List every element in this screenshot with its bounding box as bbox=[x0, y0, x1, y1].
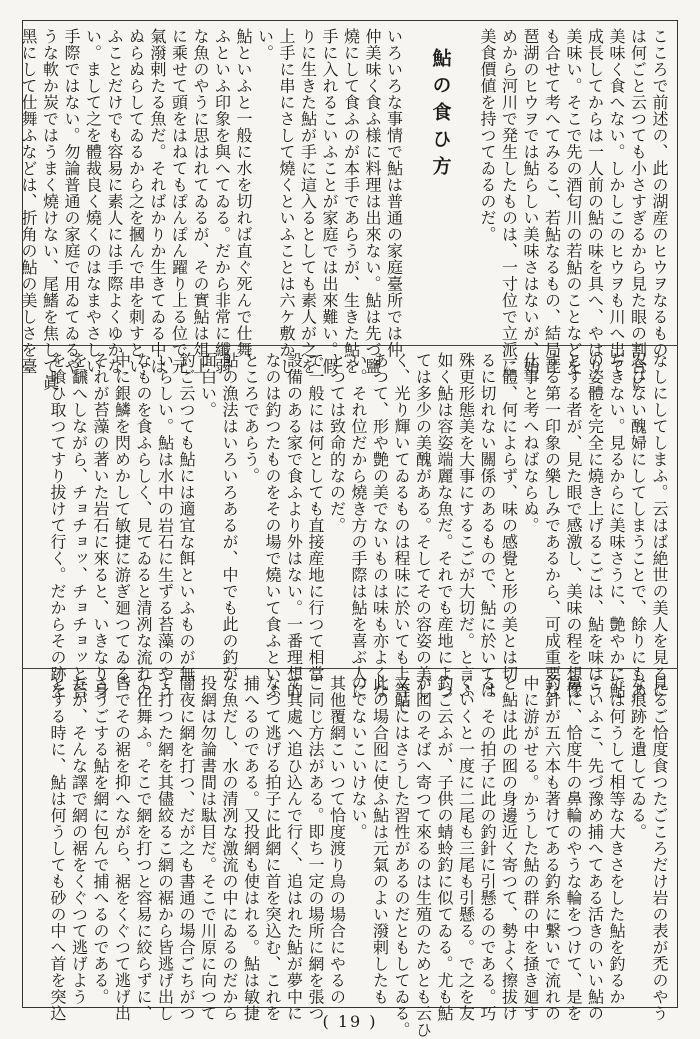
text-column: な痕跡を遺してゐる。 bbox=[628, 675, 648, 840]
text-column: 黑にして仕舞ふなどは、折角の鮎の美しさを臺 bbox=[19, 28, 38, 375]
text-column: 皆でその裾を抑へながら、裾をくぐつて逃げ出 bbox=[112, 675, 132, 1022]
text-column: 釣ご云つても鮎には適宜な餌といふものが無 bbox=[177, 352, 196, 682]
text-column: 琶湖のヒウヲでは鮎らしい美味さはないが、始 bbox=[521, 28, 540, 375]
text-column: くいくと一度に二尾も三尾も引懸る。で之を友 bbox=[456, 675, 476, 1022]
column-spacer bbox=[463, 28, 477, 340]
text-column: 仲美味く食ふ様に料理は出來ない。鮎は先づ鹽 bbox=[363, 28, 382, 375]
text-column: 投網は勿論書間は駄目だ。そこで川原に向つて bbox=[198, 675, 218, 1022]
text-column: 美味く食へない。しかしこのヒウヲも川へ出て bbox=[607, 28, 626, 375]
text-column: 鼻に、恰度牛の鼻輪のやうな輪をつけて、是を bbox=[564, 675, 583, 1022]
text-column: に乘せて頭をはねてもぽんぽん躍り上る位で元 bbox=[169, 28, 189, 375]
text-column: ふといふ印象を與へてゐる。だから非常に纖弱 bbox=[212, 28, 232, 375]
text-column: いろいろな事情で鮎は普通の家庭臺所では仲 bbox=[384, 28, 404, 358]
text-column: 面白い。 bbox=[198, 352, 218, 418]
text-column: い。まして之を體裁良く燒くのはなまやさしい bbox=[83, 28, 103, 375]
text-column: ところであらう。 bbox=[241, 352, 261, 484]
text-column: のでないこいけない。 bbox=[349, 675, 368, 840]
text-column: 燒にして食ふのが本手であらうが、生きた鮎を bbox=[341, 28, 361, 375]
text-column: も合せて考へてみるこ、若鮎なるもの、結局琵 bbox=[542, 28, 562, 375]
text-column: 見るご恰度食つたごころだけ岩の表が禿のやう bbox=[650, 675, 669, 1022]
text-column: あつて、形や艶の美でないものは味も亦よくな bbox=[370, 352, 390, 699]
text-column: ては多少の美醜がある。そしてその容姿の美し bbox=[413, 352, 433, 699]
text-column: それが苔藻の著いた岩石に來ると、いきなり身 bbox=[91, 352, 110, 699]
text-column: い。 bbox=[255, 28, 275, 61]
text-column: 中に銀鱗を閃めかして敏捷に游ぎ廻つてゐる、 bbox=[112, 352, 132, 699]
text-column: なつて逃げる拍子に此網に首を突込む、これを bbox=[263, 675, 282, 1022]
text-column: めから河川で発生したものは、一寸位で立派に bbox=[499, 28, 519, 375]
text-column: ぢきない。見るからに美味さうに、艶やかに鮎 bbox=[607, 352, 626, 699]
text-column: こいふこ、先づ豫め捕へてある活きのいい鮎の bbox=[585, 675, 605, 1022]
text-column: ぬらぬらしてゐるから之を摑んで串を刺すとい bbox=[126, 28, 146, 375]
text-column: なしにしてしまふ。云はば絶世の美人を見るに bbox=[650, 352, 669, 699]
text-column: で一般には何としても直接産地に行つて相當 bbox=[306, 352, 325, 682]
text-column: 殊更形態美を大事にするこごが大切だ。と言ふ bbox=[456, 352, 476, 699]
text-column: な魚のやうに思はれてゐるが、その實鮎は俎上 bbox=[191, 28, 210, 375]
text-column: る。その拍子に此の釣針に引懸るのである。巧 bbox=[478, 675, 497, 1022]
text-column: が囮のそばへ寄つて來るのは生殖のためとも云ひ bbox=[413, 675, 433, 1038]
text-column: ふことだけでも容易に素人には手際よくゆかな bbox=[105, 28, 124, 375]
page-number: ( 19 ) bbox=[322, 1012, 378, 1031]
text-column: さうごする鮎を網に包んで捕へるのである。 bbox=[91, 675, 110, 1005]
text-column: て仕舞ふ。そこで網を打つと容易に絞らずに、 bbox=[134, 675, 153, 1022]
text-column: 忍びない醜婦にしてしまうことで、餘りにもあ bbox=[628, 352, 648, 699]
text-column: うな軟か炭ではうまく燒けない、尾鰭を焦して眞 bbox=[40, 28, 60, 391]
text-column: と鮎は此の囮の身邊近く寄つて、勢よく擦拔け bbox=[499, 675, 519, 1022]
text-column: 中に游がせる。かうした鮎の群の中を掻き廻す bbox=[521, 675, 540, 1022]
text-column: を飜へしながら、チョチョッ、チョチョッと苔 bbox=[69, 352, 89, 699]
text-column: 設備のある家で食ふより外はない。一番理想的 bbox=[284, 352, 304, 699]
text-column: とする者が、見た眼で感激し、美味の程を想像 bbox=[564, 352, 583, 699]
text-column: を喰ひ取つてすり拔けて行く。だからその跡を bbox=[48, 352, 67, 699]
text-column: だが、そんな譯で網の裾をくぐつて逃げよう bbox=[69, 675, 89, 1005]
text-column: いらしい。鮎は水中の岩石に生ずる苔藻のやう bbox=[155, 352, 175, 699]
text-column: は何ごと云つても小さすぎるから見た眼の割合に bbox=[628, 28, 648, 391]
text-column: 手際ではない。勿論普通の家庭で用ゐてゐるや bbox=[62, 28, 81, 375]
text-column: 釣ご云ふが、子供の蜻蛉釣に似てゐる。尤も鮎 bbox=[435, 675, 454, 1022]
text-column: るに切れない關係のあるもので、鮎に於いては bbox=[478, 352, 497, 699]
text-column: なものを食ふらしく、見てゐると清冽な流れの bbox=[134, 352, 153, 699]
text-column: 上手に串にさして燒くといふことは六ケ敷かし bbox=[277, 28, 296, 375]
text-column: 其他覆網こいつて恰度渡り鳥の場合にやるの bbox=[327, 675, 347, 1005]
text-column: 一體、何によらず、味の感覺と形の美とは切 bbox=[499, 352, 519, 682]
section-heading: 鮎の食ひ方 bbox=[429, 48, 452, 183]
text-column: ご同じ方法がある。即ち一定の場所に網を張つ bbox=[306, 675, 325, 1022]
text-column: 美食價値を持つてゐるのだ。 bbox=[478, 28, 497, 243]
text-column: では何うして相等な大きさをした鮎を釣るか bbox=[607, 675, 626, 1005]
text-column: 捕へるのである。又投網も使はれる。鮎は敏捷 bbox=[241, 675, 261, 1022]
text-column: なのは釣つたものをその場で燒いて食ふといふ bbox=[263, 352, 282, 699]
text-column: りに生きた鮎が手に這入るとしても素人が之を bbox=[298, 28, 318, 375]
column-spacer bbox=[405, 28, 419, 340]
text-column: な魚だし、水の清冽な激流の中にゐるのだから bbox=[220, 675, 239, 1022]
text-column: 又鮎にはさうした習性があるのだともしてゐる。 bbox=[392, 675, 411, 1038]
text-column: こころで前述の、此の湖産のヒウヲなるもの bbox=[650, 28, 669, 358]
text-column: 釣針が五六本も著けてある釣糸に繋いで流れの bbox=[542, 675, 562, 1022]
text-column: い。それ位だから燒き方の手際は鮎を喜ぶ人に bbox=[349, 352, 368, 699]
text-column: て打つた網を其儘絞るこ網の裾から皆逃げ出し bbox=[155, 675, 175, 1022]
text-band-middle bbox=[30, 352, 670, 715]
text-column: の姿體を完全に燒き上げるこごは、鮎を味はう bbox=[585, 352, 605, 699]
text-column: 如く鮎は容姿端麗な魚だ。それでも産地によつ bbox=[435, 352, 454, 699]
text-column: て其處へ追ひ込んで行く、追はれた鮎が夢中に bbox=[284, 675, 304, 1022]
text-column: 闇夜に網を打つ、だが之も書通の場合ごちがつ bbox=[177, 675, 196, 1022]
text-column: 氣潑剌たる魚だ。そればかりか生きてゐる中は bbox=[148, 28, 167, 375]
text-column: とつては致命的なのだ。 bbox=[327, 352, 347, 534]
text-column: する第一印象の樂しみであるから、可成重要な bbox=[542, 352, 562, 699]
text-column: 鮎の漁法はいろいろあるが、中でも此の釣が bbox=[220, 352, 239, 682]
text-column: 手に入れるこいふことが家庭では出來難い。假 bbox=[320, 28, 339, 375]
text-column: 鮎といふと一般に水を切れば直ぐ死んで仕舞 bbox=[234, 28, 253, 358]
text-column: 仕事と考へねばならぬ。 bbox=[521, 352, 540, 534]
text-column: 此の場合囮に使ふ鮎は元氣のよい潑剌したも bbox=[370, 675, 390, 1005]
text-column: 成長してからは一人前の鮎の味を具へ、やはり bbox=[585, 28, 605, 375]
text-column: く、光り輝いてゐるものは程味に於いても上等で bbox=[392, 352, 411, 715]
text-column: とする時に、鮎は何うしても砂の中へ首を突込 bbox=[48, 675, 67, 1022]
text-column: 美味い。そこで先の酒匂川の若鮎のことなどを bbox=[564, 28, 583, 375]
